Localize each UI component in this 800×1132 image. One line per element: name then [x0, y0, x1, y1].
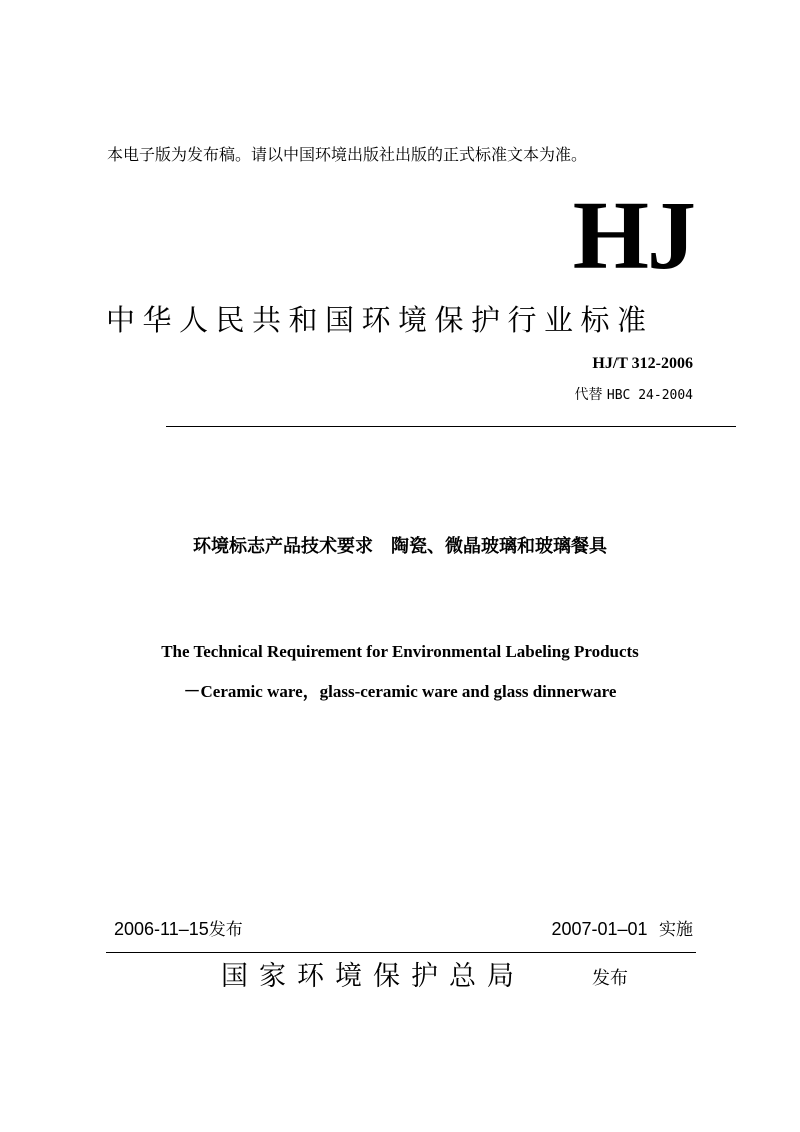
footer-divider [106, 952, 696, 953]
header-divider [166, 426, 736, 427]
standard-type-title: 中华人民共和国环境保护行业标准 [106, 303, 654, 337]
replaces-line [574, 385, 693, 406]
document-title-english-line1: The Technical Requirement for Environmental Labeling Products [161, 642, 639, 661]
replaces-code: HBC 24-2004 [606, 388, 693, 403]
issue-date: 2006-11–15 [114, 919, 209, 939]
document-title-chinese: 环境标志产品技术要求 陶瓷、微晶玻璃和玻璃餐具 [193, 536, 607, 557]
replaces-prefix: 代替 [574, 387, 603, 403]
standard-code: HJ/T 312-2006 [592, 355, 693, 372]
implementation-date-line [551, 917, 693, 942]
document-title-english-line2: －Ceramic ware，glass-ceramic ware and glass dinnerware [183, 682, 617, 701]
publisher-label: 发布 [592, 968, 628, 989]
issue-date-line [114, 917, 243, 942]
implementation-label: 实施 [659, 920, 693, 940]
implementation-date: 2007-01–01 [551, 919, 648, 939]
hj-logo: HJ [572, 182, 694, 290]
issue-label: 发布 [208, 920, 243, 940]
publisher-name: 国家环境保护总局 [221, 961, 525, 992]
publication-notice: 本电子版为发布稿。请以中国环境出版社出版的正式标准文本为准。 [107, 145, 588, 164]
